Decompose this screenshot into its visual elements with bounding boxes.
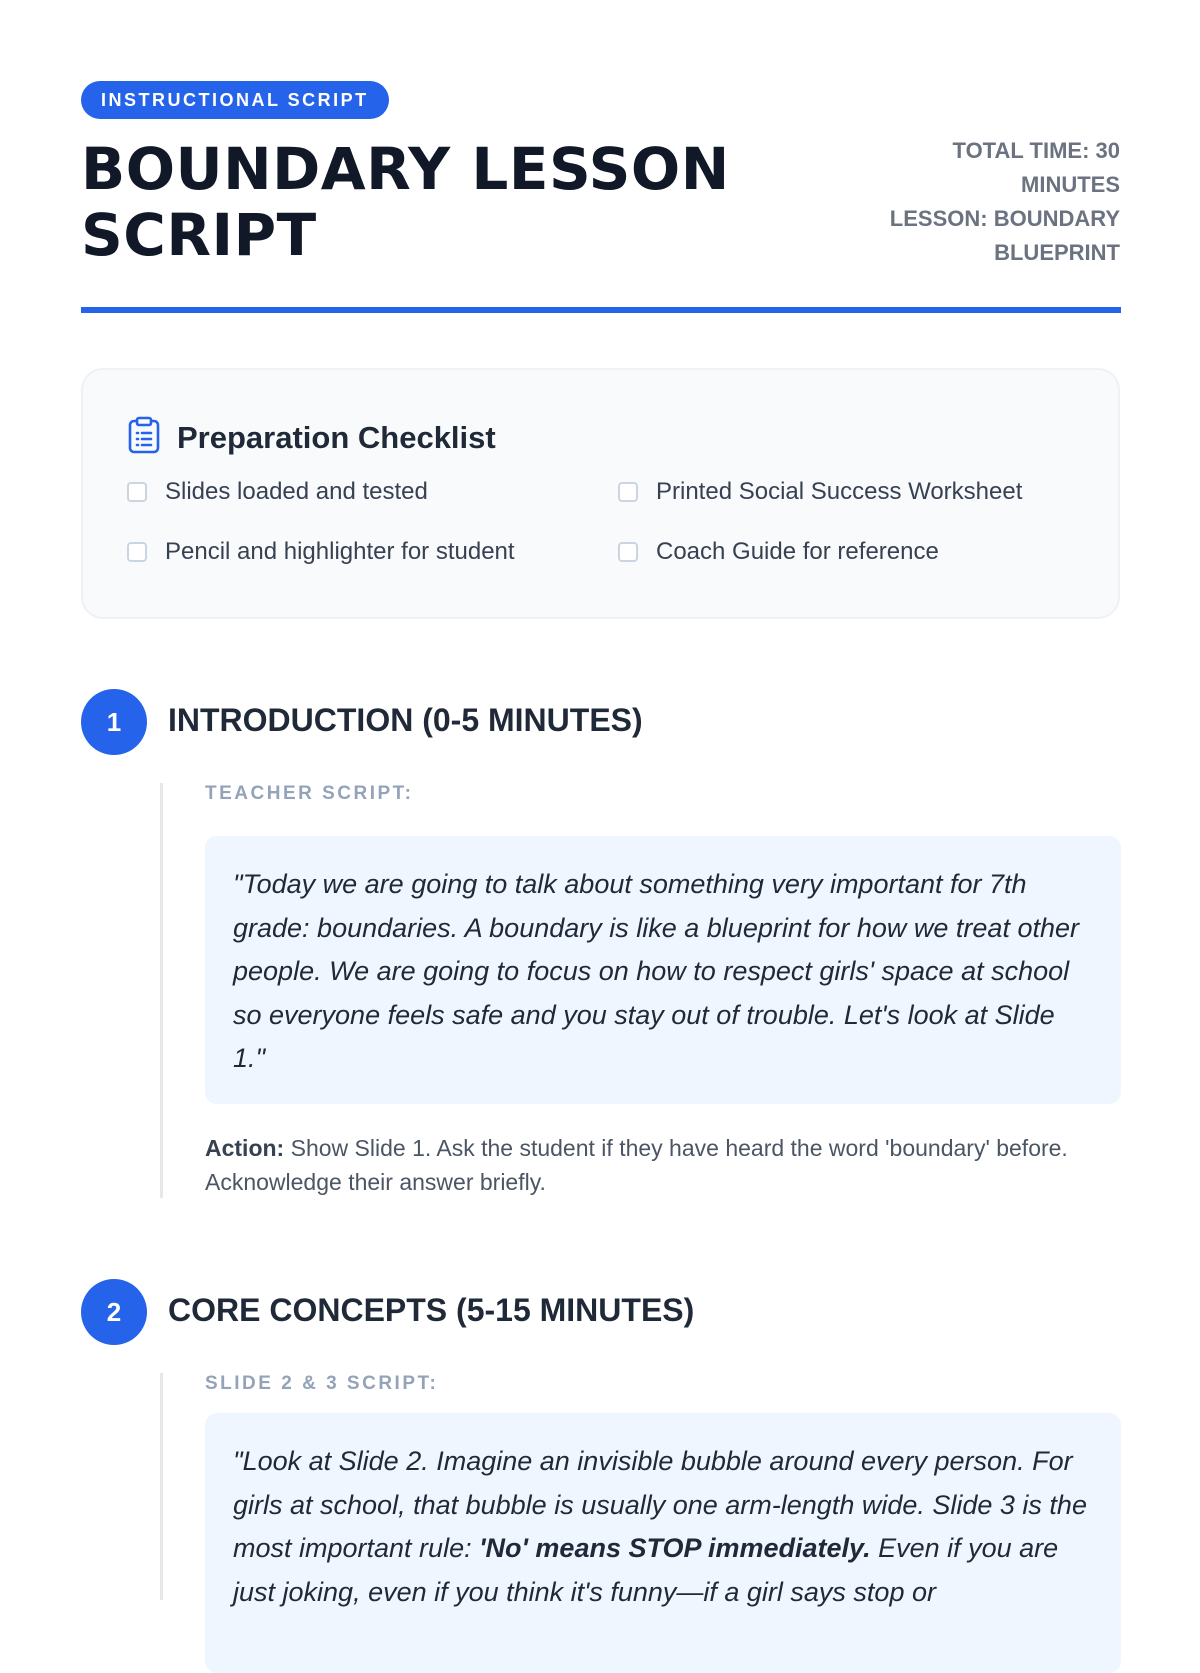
lesson-meta: [870, 134, 1120, 270]
header-divider: [81, 307, 1121, 313]
quote-text-start: "Look at Slide 2. Imagine an invisible bubble around every person. For girls at school, that bubble is usually one arm-length wide. Slide 3 is the most important rule:: [233, 1446, 1087, 1563]
slide-script-quote: [205, 1413, 1121, 1673]
quote-emphasis: 'No' means STOP immediately.: [479, 1533, 871, 1563]
checkbox[interactable]: [618, 482, 638, 502]
section-title: CORE CONCEPTS (5-15 MINUTES): [168, 1292, 695, 1328]
action-text: Show Slide 1. Ask the student if they have heard the word 'boundary' before. Acknowledge their answer briefly.: [205, 1135, 1068, 1195]
checklist-item-label: Coach Guide for reference: [656, 538, 939, 565]
section-timeline-line: [160, 1373, 163, 1600]
checklist-item[interactable]: [618, 538, 939, 566]
action-note: [205, 1131, 1105, 1199]
checkbox[interactable]: [127, 482, 147, 502]
total-time: TOTAL TIME: 30 MINUTES: [952, 138, 1120, 197]
checklist-item-label: Slides loaded and tested: [165, 478, 428, 505]
section-timeline-line: [160, 783, 163, 1198]
step-number: 2: [81, 1279, 147, 1345]
checklist-item-label: Printed Social Success Worksheet: [656, 478, 1023, 505]
step-number: 1: [81, 689, 147, 755]
checklist-item-label: Pencil and highlighter for student: [165, 538, 515, 565]
page-title: BOUNDARY LESSON SCRIPT: [81, 135, 730, 269]
checklist-item[interactable]: [127, 478, 428, 506]
checkbox[interactable]: [127, 542, 147, 562]
section-title: INTRODUCTION (0-5 MINUTES): [168, 702, 643, 738]
clipboard-icon: [127, 416, 161, 459]
quote-text-end: Even if you are just joking, even if you think it's funny—if a girl says stop or: [233, 1533, 1059, 1607]
script-label: TEACHER SCRIPT:: [205, 783, 414, 804]
checklist-title: Preparation Checklist: [177, 419, 496, 455]
script-label: SLIDE 2 & 3 SCRIPT:: [205, 1373, 439, 1394]
checklist-item[interactable]: [618, 478, 1022, 506]
lesson-name: LESSON: BOUNDARY BLUEPRINT: [889, 206, 1120, 265]
teacher-script-quote: "Today we are going to talk about something very important for 7th grade: boundaries. A boundary is like a blueprint for how we treat other people. We are going to focus on how to respect girls' space at school so everyone feels safe and you stay out of trouble. Let's look at Slide 1.": [205, 836, 1121, 1104]
checklist-item[interactable]: [127, 538, 515, 566]
checkbox[interactable]: [618, 542, 638, 562]
checklist-header: [127, 416, 496, 459]
action-label: Action:: [205, 1135, 285, 1161]
preparation-checklist: [81, 368, 1120, 619]
document-type-badge: INSTRUCTIONAL SCRIPT: [81, 81, 389, 119]
